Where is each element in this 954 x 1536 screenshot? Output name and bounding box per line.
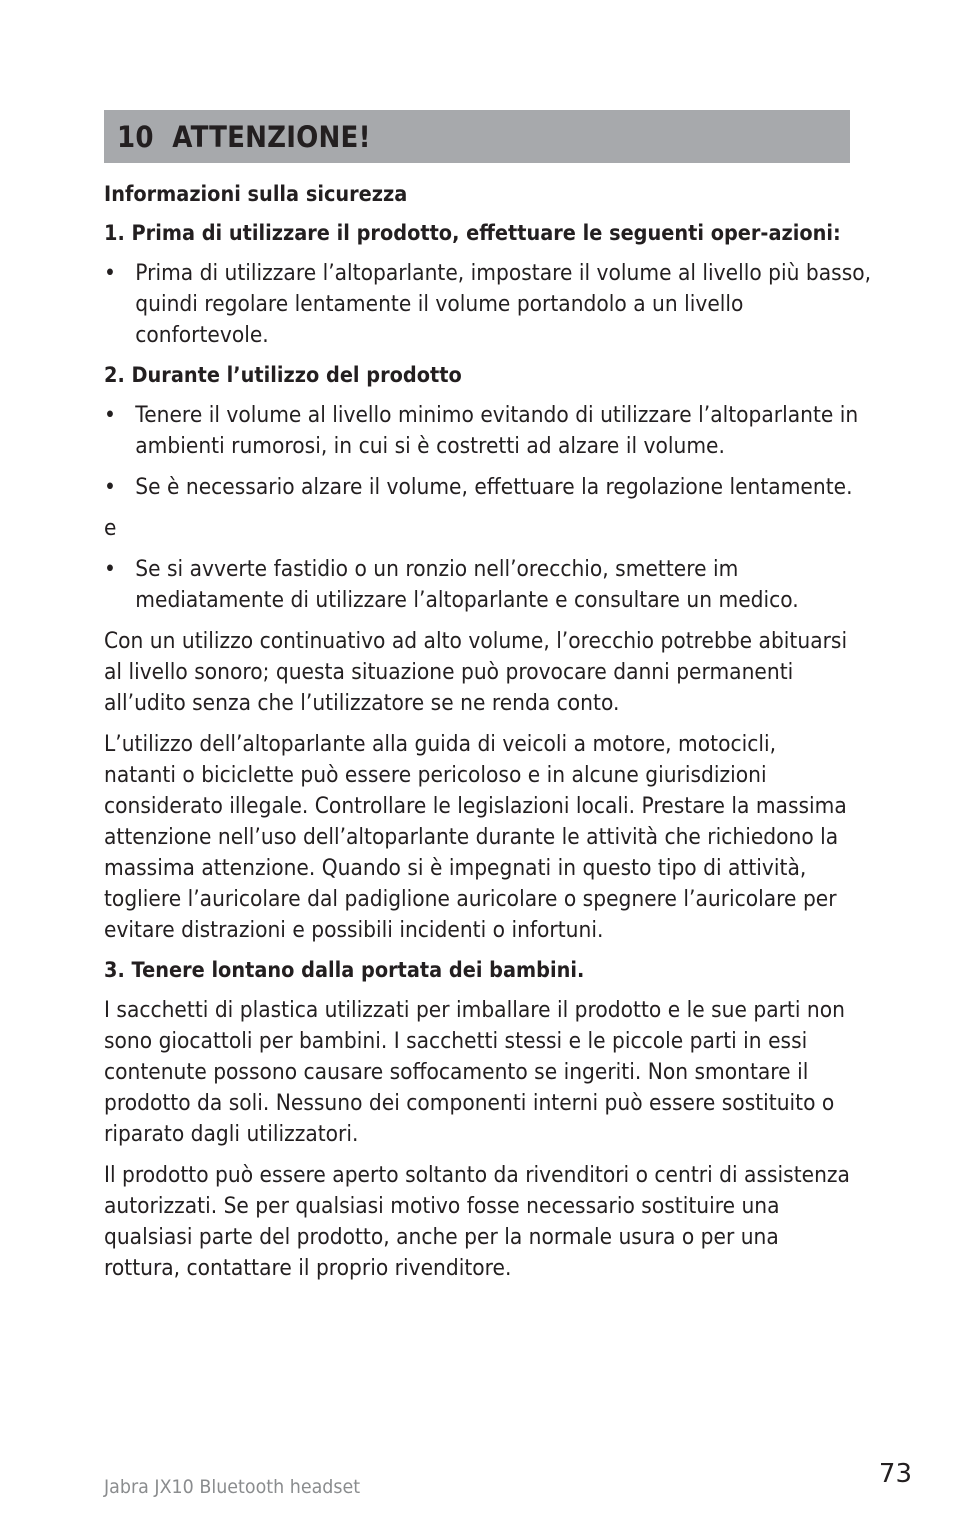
- heading-safety-info: Informazioni sulla sicurezza: [104, 182, 408, 206]
- paragraph: I sacchetti di plastica utilizzati per imballare il prodotto e le sue parti non sono giocattoli per bambini. I sacchetti stessi e le piccole parti in essi contenute possono causare soffocamento se ingeriti. Non smontare il prodotto da soli. Nessuno dei componenti interni può essere sostituito o riparato dagli utilizzatori.: [104, 998, 845, 1147]
- bullet-marker: •: [104, 261, 116, 286]
- bullet-marker: •: [104, 475, 116, 500]
- document-body: [104, 180, 872, 1294]
- paragraph: e: [104, 516, 117, 541]
- paragraph: Il prodotto può essere aperto soltanto da rivenditori o centri di assistenza autorizzati. Se per qualsiasi motivo fosse necessario sostituire una qualsiasi parte del prodotto, anche per la normale usura o per una rottura, contattare il proprio rivenditore.: [104, 1163, 850, 1281]
- paragraph: L’utilizzo dell’altoparlante alla guida di veicoli a motore, motocicli, natanti o biciclette può essere pericoloso e in alcune giurisdizioni considerato illegale. Controllare le legislazioni locali. Prestare la massima attenzione nell’uso dell’altoparlante durante le attività che richiedono la massima attenzione. Quando si è impegnati in questo tipo di attività, togliere l’auricolare dal padiglione auricolare o spegnere l’auricolare per evitare distrazioni e possibili incidenti o infortuni.: [104, 732, 847, 943]
- list-item: [104, 554, 881, 616]
- list-item: [104, 400, 881, 462]
- page-number: 73: [878, 1459, 912, 1489]
- bullet-marker: •: [104, 557, 116, 582]
- heading-during-use: 2. Durante l’utilizzo del prodotto: [104, 363, 462, 387]
- section-number: 10: [117, 119, 154, 154]
- list-item-text: Prima di utilizzare l’altoparlante, impostare il volume al livello più basso, quindi regolare lentamente il volume portandolo a un livello confortevole.: [135, 261, 872, 348]
- heading-keep-away-children: 3. Tenere lontano dalla portata dei bambini.: [104, 958, 585, 982]
- footer-product-name: Jabra JX10 Bluetooth headset: [104, 1476, 361, 1498]
- list-item-text: Se si avverte fastidio o un ronzio nell’orecchio, smettere im mediatamente di utilizzare l’altoparlante e consultare un medico.: [135, 557, 799, 613]
- section-header: [104, 110, 850, 163]
- list-item-text: Se è necessario alzare il volume, effettuare la regolazione lentamente.: [135, 475, 853, 500]
- list-item: [104, 258, 881, 351]
- section-title-text: ATTENZIONE!: [172, 119, 371, 154]
- section-title: [117, 120, 371, 154]
- paragraph: Con un utilizzo continuativo ad alto volume, l’orecchio potrebbe abituarsi al livello sonoro; questa situazione può provocare danni permanenti all’udito senza che l’utilizzatore se ne renda conto.: [104, 629, 848, 716]
- heading-before-use: 1. Prima di utilizzare il prodotto, effettuare le seguenti oper-azioni:: [104, 221, 841, 245]
- list-item: [104, 472, 881, 503]
- list-item-text: Tenere il volume al livello minimo evitando di utilizzare l’altoparlante in ambienti rumorosi, in cui si è costretti ad alzare il volume.: [135, 403, 859, 459]
- bullet-marker: •: [104, 403, 116, 428]
